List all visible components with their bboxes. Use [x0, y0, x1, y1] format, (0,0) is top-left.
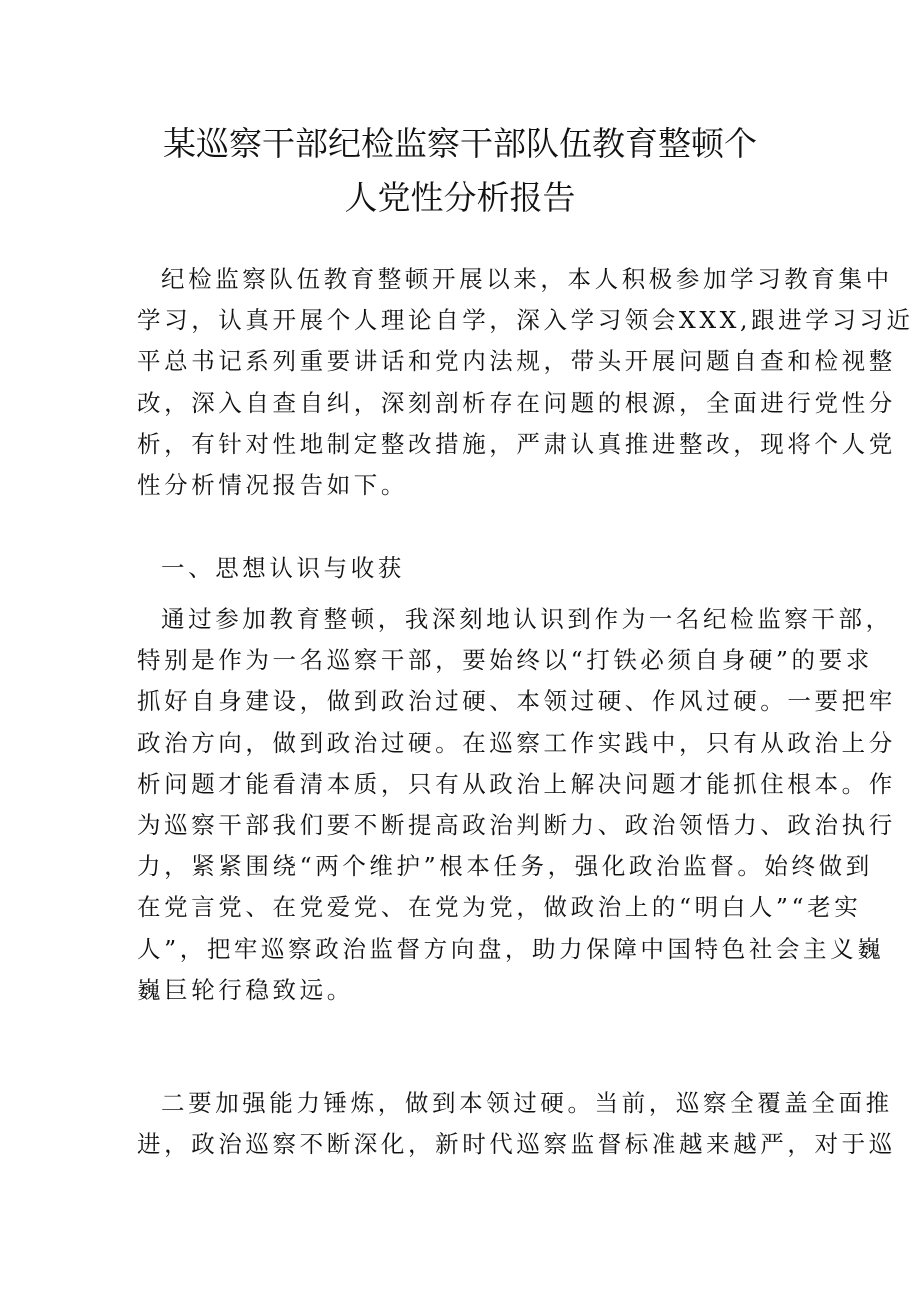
paragraph-line: 巍巨轮行稳致远。 — [137, 975, 354, 1004]
document-title-line-1: 某巡察干部纪检监察干部队伍教育整顿个 — [163, 124, 757, 163]
paragraph-line: 纪检监察队伍教育整顿开展以来，本人积极参加学习教育集中 — [161, 265, 893, 293]
intro-paragraph — [137, 259, 914, 506]
section1-paragraph — [137, 599, 896, 1011]
section-heading-text: 一、思想认识与收获 — [161, 554, 405, 582]
document-title-line-2: 人党性分析报告 — [344, 178, 576, 217]
paragraph-line: 力，紧紧围绕“两个维护”根本任务，强化政治监督。始终做到 — [137, 852, 873, 881]
paragraph-line: 政治方向，做到政治过硬。在巡察工作实践中，只有从政治上分 — [137, 728, 896, 757]
section1-paragraph-continued — [137, 1083, 896, 1165]
paragraph-line: 进，政治巡察不断深化，新时代巡察监督标准越来越严，对于巡 — [137, 1130, 896, 1159]
paragraph-line: 为巡察干部我们要不断提高政治判断力、政治领悟力、政治执行 — [137, 810, 896, 839]
paragraph-line: 改，深入自查自纠，深刻剖析存在问题的根源，全面进行党性分 — [137, 388, 896, 417]
paragraph-line: 析问题才能看清本质，只有从政治上解决问题才能抓住根本。作 — [137, 769, 896, 798]
paragraph-line: 性分析情况报告如下。 — [137, 470, 408, 499]
paragraph-line: 抓好自身建设，做到政治过硬、本领过硬、作风过硬。一要把牢 — [137, 687, 896, 716]
paragraph-line: 平总书记系列重要讲话和党内法规，带头开展问题自查和检视整 — [137, 347, 896, 376]
paragraph-line: 析，有针对性地制定整改措施，严肃认真推进整改，现将个人党 — [137, 429, 896, 458]
paragraph-line: 学习，认真开展个人理论自学，深入学习领会XXX,跟进学习习近 — [137, 306, 914, 335]
paragraph-line: 二要加强能力锤炼，做到本领过硬。当前，巡察全覆盖全面推 — [161, 1089, 893, 1117]
paragraph-line: 特别是作为一名巡察干部，要始终以“打铁必须自身硬”的要求 — [137, 646, 873, 675]
section-heading-1 — [137, 548, 797, 589]
paragraph-line: 人”，把牢巡察政治监督方向盘，助力保障中国特色社会主义巍 — [137, 934, 885, 963]
paragraph-line: 通过参加教育整顿，我深刻地认识到作为一名纪检监察干部， — [161, 605, 893, 633]
paragraph-line: 在党言党、在党爱党、在党为党，做政治上的“明白人”“老实 — [137, 893, 862, 922]
